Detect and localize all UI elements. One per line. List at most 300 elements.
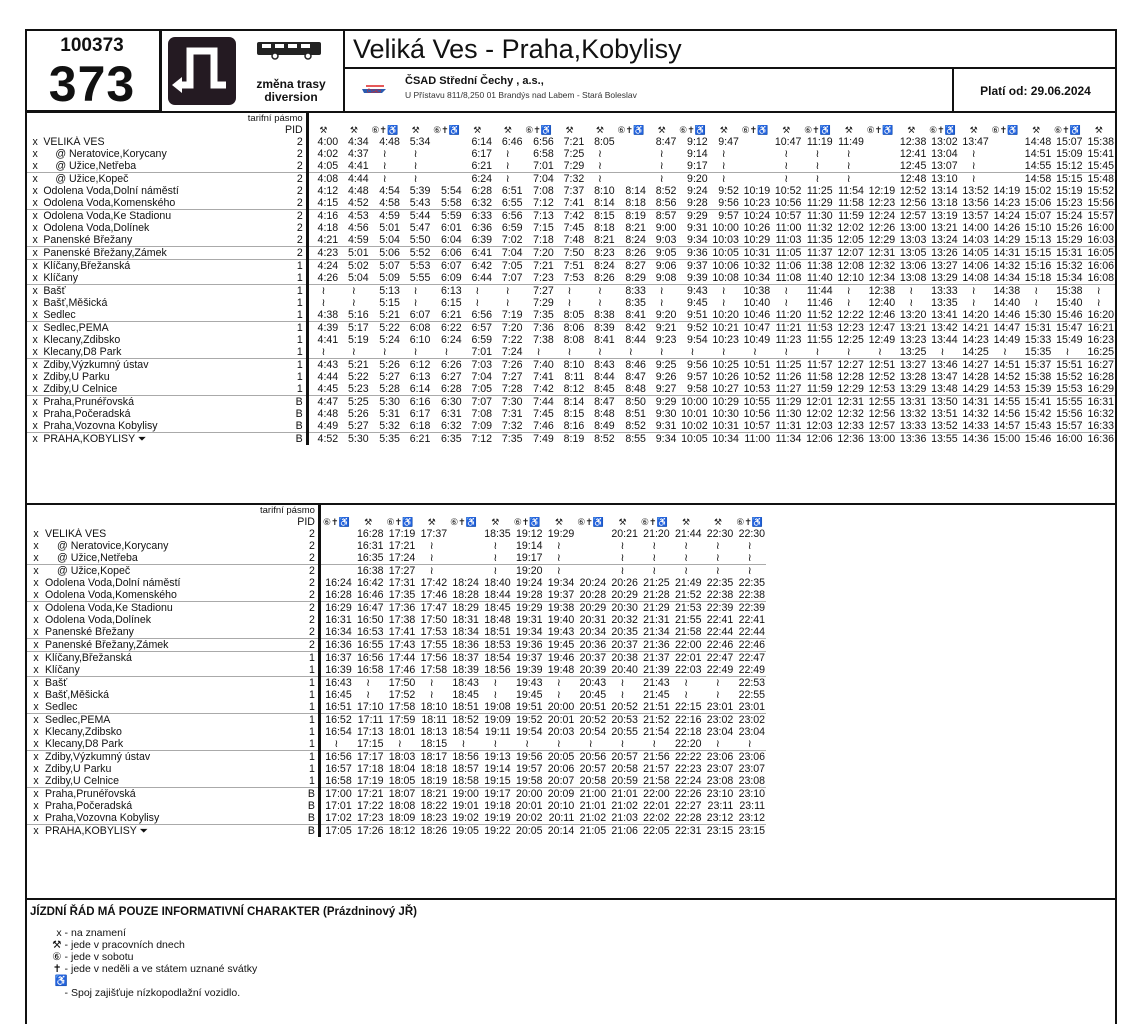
departure-time: 12:26 — [868, 222, 896, 234]
skip-icon: ≀ — [493, 552, 498, 564]
departure-time: 6:31 — [440, 408, 462, 420]
departure-time: 16:03 — [1087, 234, 1114, 246]
departure-time: 16:28 — [357, 528, 384, 540]
departure-time: 13:21 — [896, 322, 927, 335]
departure-time: 16:57 — [325, 763, 352, 775]
valid-from: Platí od: 29.06.2024 — [952, 69, 1117, 113]
on-request-marker: x — [32, 234, 38, 246]
stop-name: VELIKÁ VES — [45, 528, 107, 540]
departure-time: 13:23 — [899, 334, 927, 346]
skip-icon: ≀ — [702, 565, 734, 578]
stop-zone: 2 — [248, 148, 307, 160]
stop-name: Sedlec,PEMA — [45, 714, 260, 727]
departure-time: 4:05 — [317, 160, 339, 172]
departure-time: 20:52 — [611, 701, 638, 713]
departure-time: 20:31 — [579, 614, 607, 626]
saturday-sunday-lowfloor-icon: ⑥✝♿ — [866, 125, 894, 135]
departure-time: 7:12 — [463, 433, 493, 446]
skip-icon: ≀ — [556, 540, 561, 552]
departure-time: 13:52 — [962, 185, 989, 197]
workday-hammer-icon: ⚒ — [364, 517, 373, 527]
departure-time: 6:08 — [401, 322, 431, 335]
departure-time: 7:21 — [524, 260, 555, 273]
departure-time: 22:41 — [738, 614, 766, 626]
departure-time: 13:07 — [931, 160, 958, 172]
workday-hammer-icon: ⚒ — [1032, 125, 1041, 135]
departure-time: 11:54 — [838, 185, 864, 197]
departure-time: 17:42 — [420, 577, 448, 589]
stop-name: Zdiby,Výzkumný ústav — [45, 751, 260, 764]
departure-time: 20:54 — [579, 726, 607, 738]
departure-time: 17:11 — [353, 714, 385, 727]
skip-icon: ≀ — [620, 738, 625, 750]
departure-time: 10:19 — [743, 185, 771, 197]
departure-time: 5:31 — [379, 408, 400, 420]
departure-time: 23:07 — [706, 763, 734, 775]
stop-row — [27, 614, 766, 626]
departure-time: 11:52 — [806, 309, 833, 321]
departure-time: 6:30 — [431, 396, 462, 409]
departure-time: 20:37 — [607, 639, 639, 652]
departure-time: 12:57 — [868, 420, 896, 432]
departure-time: 15:41 — [1021, 396, 1052, 409]
departure-time: 17:38 — [388, 614, 416, 626]
workday-hammer-icon: ⚒ — [657, 125, 666, 135]
on-request-icon: x - — [56, 927, 68, 939]
departure-time: 9:23 — [655, 334, 677, 346]
departure-time: 21:52 — [674, 589, 702, 601]
on-request-marker: x — [33, 738, 39, 750]
on-request-marker: x — [33, 552, 39, 564]
departure-time: 9:29 — [647, 396, 677, 409]
departure-time: 17:44 — [385, 652, 417, 665]
stop-name: Zdiby,Výzkumný ústav — [43, 359, 247, 372]
departure-time: 19:17 — [515, 552, 543, 564]
departure-time: 10:21 — [709, 322, 740, 335]
departure-time: 19:00 — [448, 788, 480, 801]
departure-time: 8:48 — [625, 383, 646, 395]
departure-time: 12:23 — [868, 197, 896, 209]
on-request-marker: x — [33, 800, 39, 812]
departure-time: 18:43 — [448, 677, 480, 690]
departure-time: 5:21 — [379, 309, 400, 321]
stop-zone: 1 — [248, 322, 307, 335]
departure-time: 9:52 — [677, 322, 708, 335]
departure-time: 18:35 — [484, 528, 511, 540]
skip-icon: ≀ — [784, 297, 789, 309]
skip-icon: ≀ — [321, 297, 326, 309]
departure-time — [319, 540, 352, 552]
route-title: Veliká Ves - Praha,Kobylisy — [345, 29, 1117, 69]
departure-time: 21:01 — [607, 788, 639, 801]
stop-name: Bašť,Měšická — [45, 689, 110, 701]
skip-icon: ≀ — [940, 346, 945, 358]
departure-time: 6:59 — [501, 222, 523, 234]
stop-zone: 2 — [260, 528, 319, 540]
legend-text: jede v pracovních dnech — [71, 939, 185, 951]
departure-time: 16:27 — [1084, 359, 1115, 372]
saturday-sunday-lowfloor-icon: ⑥✝♿ — [929, 125, 956, 135]
departure-time: 20:37 — [575, 652, 607, 665]
diversion-label — [246, 78, 336, 104]
departure-time: 4:59 — [348, 234, 369, 246]
departure-time: 23:06 — [734, 751, 766, 764]
departure-time — [575, 528, 607, 540]
skip-icon: ≀ — [715, 540, 720, 552]
stop-zone: 1 — [260, 652, 319, 665]
workday-hammer-icon: ⚒ — [349, 125, 358, 135]
departure-time: 12:51 — [865, 359, 896, 372]
departure-time: 11:30 — [802, 210, 833, 223]
departure-time: 10:30 — [712, 408, 739, 420]
departure-time: 8:52 — [655, 185, 677, 197]
departure-time: 10:55 — [740, 396, 771, 409]
operator-logo-text: ČSAD — [367, 89, 381, 95]
blank-cell — [27, 113, 43, 124]
departure-time: 8:15 — [563, 408, 585, 420]
diversion-icon — [168, 37, 236, 105]
departure-time — [448, 528, 480, 540]
departure-time: 12:45 — [899, 160, 927, 172]
departure-time: 18:58 — [452, 775, 479, 787]
departure-time: 22:26 — [671, 788, 703, 801]
departure-time: 13:02 — [931, 136, 958, 148]
stop-zone: 2 — [260, 540, 319, 552]
departure-time: 17:41 — [388, 626, 416, 638]
stop-name: @ Užice,Kopeč — [45, 565, 260, 578]
departure-time: 9:06 — [647, 260, 677, 273]
departure-time: 22:38 — [738, 589, 766, 601]
stop-zone: B — [260, 812, 319, 825]
skip-icon: ≀ — [463, 285, 493, 298]
skip-icon: ≀ — [556, 738, 561, 750]
stop-row — [27, 322, 1115, 335]
departure-time: 18:37 — [448, 652, 480, 665]
departure-time: 10:05 — [709, 247, 740, 260]
stop-row — [27, 210, 1115, 223]
departure-time: 10:38 — [740, 285, 771, 298]
departure-time: 12:28 — [837, 371, 864, 383]
skip-icon: ≀ — [544, 565, 576, 578]
departure-time: 7:27 — [501, 371, 523, 383]
departure-time: 5:47 — [409, 222, 431, 234]
departure-time: 22:16 — [671, 714, 703, 727]
departure-time: 4:16 — [307, 210, 339, 223]
departure-time: 13:04 — [931, 148, 958, 160]
departure-time: 18:40 — [484, 577, 511, 589]
departure-time: 11:21 — [771, 322, 802, 335]
departure-time: 20:21 — [611, 528, 638, 540]
skip-icon: ≀ — [370, 173, 401, 186]
on-request-marker: x — [27, 260, 43, 273]
on-request-marker: x — [27, 751, 45, 764]
departure-time: 4:48 — [317, 408, 339, 420]
departure-time: 21:31 — [643, 614, 670, 626]
workday-hammer-icon: ⚒ — [969, 125, 978, 135]
departure-time: 20:36 — [575, 639, 607, 652]
departure-time: 22:00 — [639, 788, 671, 801]
skip-icon: ≀ — [413, 346, 418, 358]
stop-zone: 2 — [248, 160, 307, 173]
departure-time: 16:54 — [325, 726, 352, 738]
stop-row — [27, 260, 1115, 273]
stop-zone: B — [248, 433, 307, 446]
departure-time: 14:06 — [959, 260, 990, 273]
on-request-marker: x — [33, 664, 39, 676]
stop-name: Bašť — [45, 677, 260, 690]
skip-icon: ≀ — [597, 148, 602, 160]
stop-zone: B — [248, 420, 307, 433]
departure-time: 21:34 — [643, 626, 670, 638]
workday-hammer-icon: ⚒ — [473, 125, 482, 135]
departure-time — [740, 160, 771, 173]
departure-time: 22:27 — [674, 800, 702, 812]
departure-time: 7:27 — [524, 285, 555, 298]
on-request-marker: x — [32, 197, 38, 209]
departure-time: 20:57 — [579, 763, 607, 775]
blank-cell — [43, 124, 247, 136]
departure-time: 5:50 — [409, 234, 431, 246]
departure-time: 17:19 — [357, 775, 384, 787]
stop-zone: 2 — [248, 173, 307, 186]
departure-time: 4:58 — [379, 197, 400, 209]
departure-time — [990, 136, 1021, 148]
departure-time: 15:55 — [1052, 396, 1083, 409]
departure-time: 18:31 — [452, 614, 479, 626]
departure-time: 6:51 — [501, 185, 523, 197]
skip-icon: ≀ — [647, 173, 677, 186]
departure-time: 14:33 — [962, 420, 989, 432]
stop-row — [27, 148, 1115, 160]
skip-icon: ≀ — [815, 160, 820, 172]
on-request-marker: x — [32, 383, 38, 395]
blank-cell — [45, 516, 260, 528]
departure-time: 19:45 — [544, 639, 576, 652]
departure-time: 16:35 — [357, 552, 384, 564]
departure-time: 6:32 — [471, 197, 493, 209]
skip-icon: ≀ — [620, 540, 625, 552]
departure-time: 13:51 — [931, 408, 958, 420]
departure-time: 22:47 — [734, 652, 766, 665]
departure-time: 8:24 — [625, 234, 646, 246]
departure-time: 8:44 — [594, 371, 615, 383]
stop-row — [27, 540, 766, 552]
departure-time: 22:00 — [671, 639, 703, 652]
departure-time: 17:19 — [388, 528, 416, 540]
legend-item — [52, 975, 417, 999]
on-request-marker: x — [27, 788, 45, 801]
workday-hammer-icon: ⚒ — [491, 517, 500, 527]
skip-icon: ≀ — [597, 297, 602, 309]
departure-time: 10:40 — [743, 297, 771, 309]
departure-time: 23:12 — [706, 812, 734, 824]
stop-zone: 1 — [260, 677, 319, 690]
skip-icon: ≀ — [585, 173, 615, 186]
skip-icon: ≀ — [971, 148, 976, 160]
legend-item — [52, 951, 417, 963]
departure-time: 9:37 — [677, 260, 708, 273]
skip-icon: ≀ — [353, 677, 385, 690]
departure-time: 4:56 — [348, 222, 369, 234]
departure-time: 23:01 — [738, 701, 766, 713]
departure-time: 8:05 — [594, 136, 615, 148]
skip-icon: ≀ — [959, 173, 990, 186]
departure-time: 13:06 — [896, 260, 927, 273]
departure-time: 22:38 — [706, 589, 734, 601]
departure-time: 14:58 — [1021, 173, 1052, 186]
departure-time: 10:53 — [743, 383, 771, 395]
departure-time: 18:11 — [416, 714, 448, 727]
departure-time: 18:44 — [484, 589, 511, 601]
departure-time: 18:05 — [388, 775, 416, 787]
departure-time: 7:45 — [563, 222, 585, 234]
departure-time: 18:01 — [388, 726, 416, 738]
skip-icon: ≀ — [351, 346, 356, 358]
departure-time: 17:50 — [385, 677, 417, 690]
departure-time — [431, 173, 462, 186]
departure-time: 18:56 — [484, 664, 511, 676]
departure-time: 9:12 — [687, 136, 708, 148]
stop-zone: 1 — [248, 383, 307, 396]
departure-time: 22:24 — [674, 775, 702, 787]
skip-icon: ≀ — [351, 297, 356, 309]
stop-zone: 2 — [260, 639, 319, 652]
stop-row — [27, 185, 1115, 197]
departure-time: 8:26 — [594, 272, 615, 284]
skip-icon: ≀ — [505, 297, 510, 309]
departure-time: 7:04 — [471, 371, 493, 383]
departure-time: 22:01 — [643, 800, 670, 812]
departure-time: 16:33 — [1087, 420, 1114, 432]
departure-time: 17:21 — [388, 540, 416, 552]
stop-row — [27, 812, 766, 825]
departure-time: 13:05 — [896, 247, 927, 260]
departure-time: 15:42 — [1024, 408, 1052, 420]
on-request-marker: x — [32, 272, 38, 284]
departure-time: 7:32 — [501, 420, 523, 432]
skip-icon: ≀ — [715, 738, 720, 750]
departure-time: 20:52 — [575, 714, 607, 727]
stop-name: Panenské Břežany — [45, 626, 134, 638]
departure-time: 17:56 — [416, 652, 448, 665]
stop-zone: B — [260, 800, 319, 812]
symbol-header-row — [27, 516, 766, 528]
stop-row — [27, 420, 1115, 433]
departure-time: 19:05 — [448, 825, 480, 838]
on-request-marker: x — [33, 726, 39, 738]
skip-icon: ≀ — [585, 285, 615, 298]
departure-time: 13:47 — [931, 371, 958, 383]
departure-time: 19:08 — [484, 701, 511, 713]
workday-hammer-icon: ⚒ — [595, 125, 604, 135]
departure-time: 7:03 — [463, 359, 493, 372]
zone-header-label: tarifní pásmo — [248, 113, 307, 124]
departure-time: 23:02 — [702, 714, 734, 727]
departure-time: 19:20 — [512, 565, 544, 578]
skip-icon: ≀ — [747, 552, 752, 564]
departure-time: 6:14 — [471, 136, 493, 148]
departure-time: 18:28 — [452, 589, 479, 601]
stop-name: Praha,Vozovna Kobylisy — [45, 812, 160, 824]
departure-time: 12:33 — [837, 420, 864, 432]
departure-time: 13:32 — [899, 408, 927, 420]
departure-time: 4:53 — [339, 210, 369, 223]
departure-time: 4:45 — [317, 383, 339, 395]
departure-time: 10:26 — [712, 371, 739, 383]
departure-time: 15:41 — [1087, 148, 1114, 160]
departure-time: 19:28 — [515, 589, 543, 601]
zone-header-row — [27, 505, 766, 516]
departure-time — [319, 552, 352, 565]
skip-icon: ≀ — [556, 689, 561, 701]
section-divider — [25, 898, 1117, 900]
departure-time: 17:27 — [385, 565, 417, 578]
departure-time: 7:12 — [533, 197, 554, 209]
departure-time: 9:57 — [687, 371, 708, 383]
departure-time: 6:07 — [431, 260, 462, 273]
departure-time: 13:25 — [899, 346, 927, 358]
skip-icon: ≀ — [339, 285, 369, 298]
departure-time: 18:36 — [448, 639, 480, 652]
departure-time: 5:07 — [370, 260, 401, 273]
stop-name: Bašť,Měšická — [43, 297, 108, 309]
departure-time: 5:58 — [440, 197, 462, 209]
departure-time: 7:05 — [471, 383, 493, 395]
departure-time: 9:20 — [677, 173, 708, 186]
departure-time: 17:10 — [357, 701, 384, 713]
departure-time: 7:13 — [524, 210, 555, 223]
departure-time: 5:02 — [339, 260, 369, 273]
departure-time: 9:30 — [655, 408, 677, 420]
departure-time: 15:31 — [1052, 247, 1083, 260]
departure-time: 19:19 — [484, 812, 511, 824]
departure-time — [740, 148, 771, 160]
departure-time: 19:14 — [515, 540, 543, 552]
stop-zone: 2 — [260, 614, 319, 626]
departure-time: 17:52 — [388, 689, 416, 701]
departure-time: 6:59 — [471, 334, 493, 346]
departure-time: 21:53 — [671, 602, 703, 615]
saturday-sunday-lowfloor-icon: ⑥✝♿ — [804, 125, 831, 135]
departure-time: 9:54 — [687, 334, 708, 346]
departure-time: 8:33 — [616, 285, 647, 298]
departure-time: 5:04 — [379, 234, 400, 246]
stop-row — [27, 285, 1115, 298]
departure-time: 19:37 — [512, 652, 544, 665]
departure-time: 20:02 — [515, 812, 543, 824]
stop-row — [27, 751, 766, 764]
departure-time: 14:28 — [962, 371, 989, 383]
departure-time: 5:28 — [379, 383, 400, 395]
departure-time: 12:25 — [837, 334, 864, 346]
departure-time: 14:55 — [990, 396, 1021, 409]
departure-time: 14:56 — [993, 408, 1021, 420]
departure-time: 16:08 — [1087, 272, 1114, 284]
departure-time: 18:23 — [420, 812, 448, 824]
departure-time: 18:45 — [480, 602, 512, 615]
departure-time: 13:44 — [931, 334, 958, 346]
departure-time: 14:51 — [1024, 148, 1052, 160]
departure-time: 19:52 — [512, 714, 544, 727]
departure-time: 7:07 — [463, 396, 493, 409]
legend-text: jede v sobotu — [71, 951, 134, 963]
departure-time: 6:41 — [463, 247, 493, 260]
departure-time: 11:25 — [806, 185, 833, 197]
departure-time: 21:56 — [639, 751, 671, 764]
departure-time: 10:02 — [681, 420, 708, 432]
departure-time: 20:24 — [579, 577, 607, 589]
departure-time: 22:30 — [738, 528, 766, 540]
